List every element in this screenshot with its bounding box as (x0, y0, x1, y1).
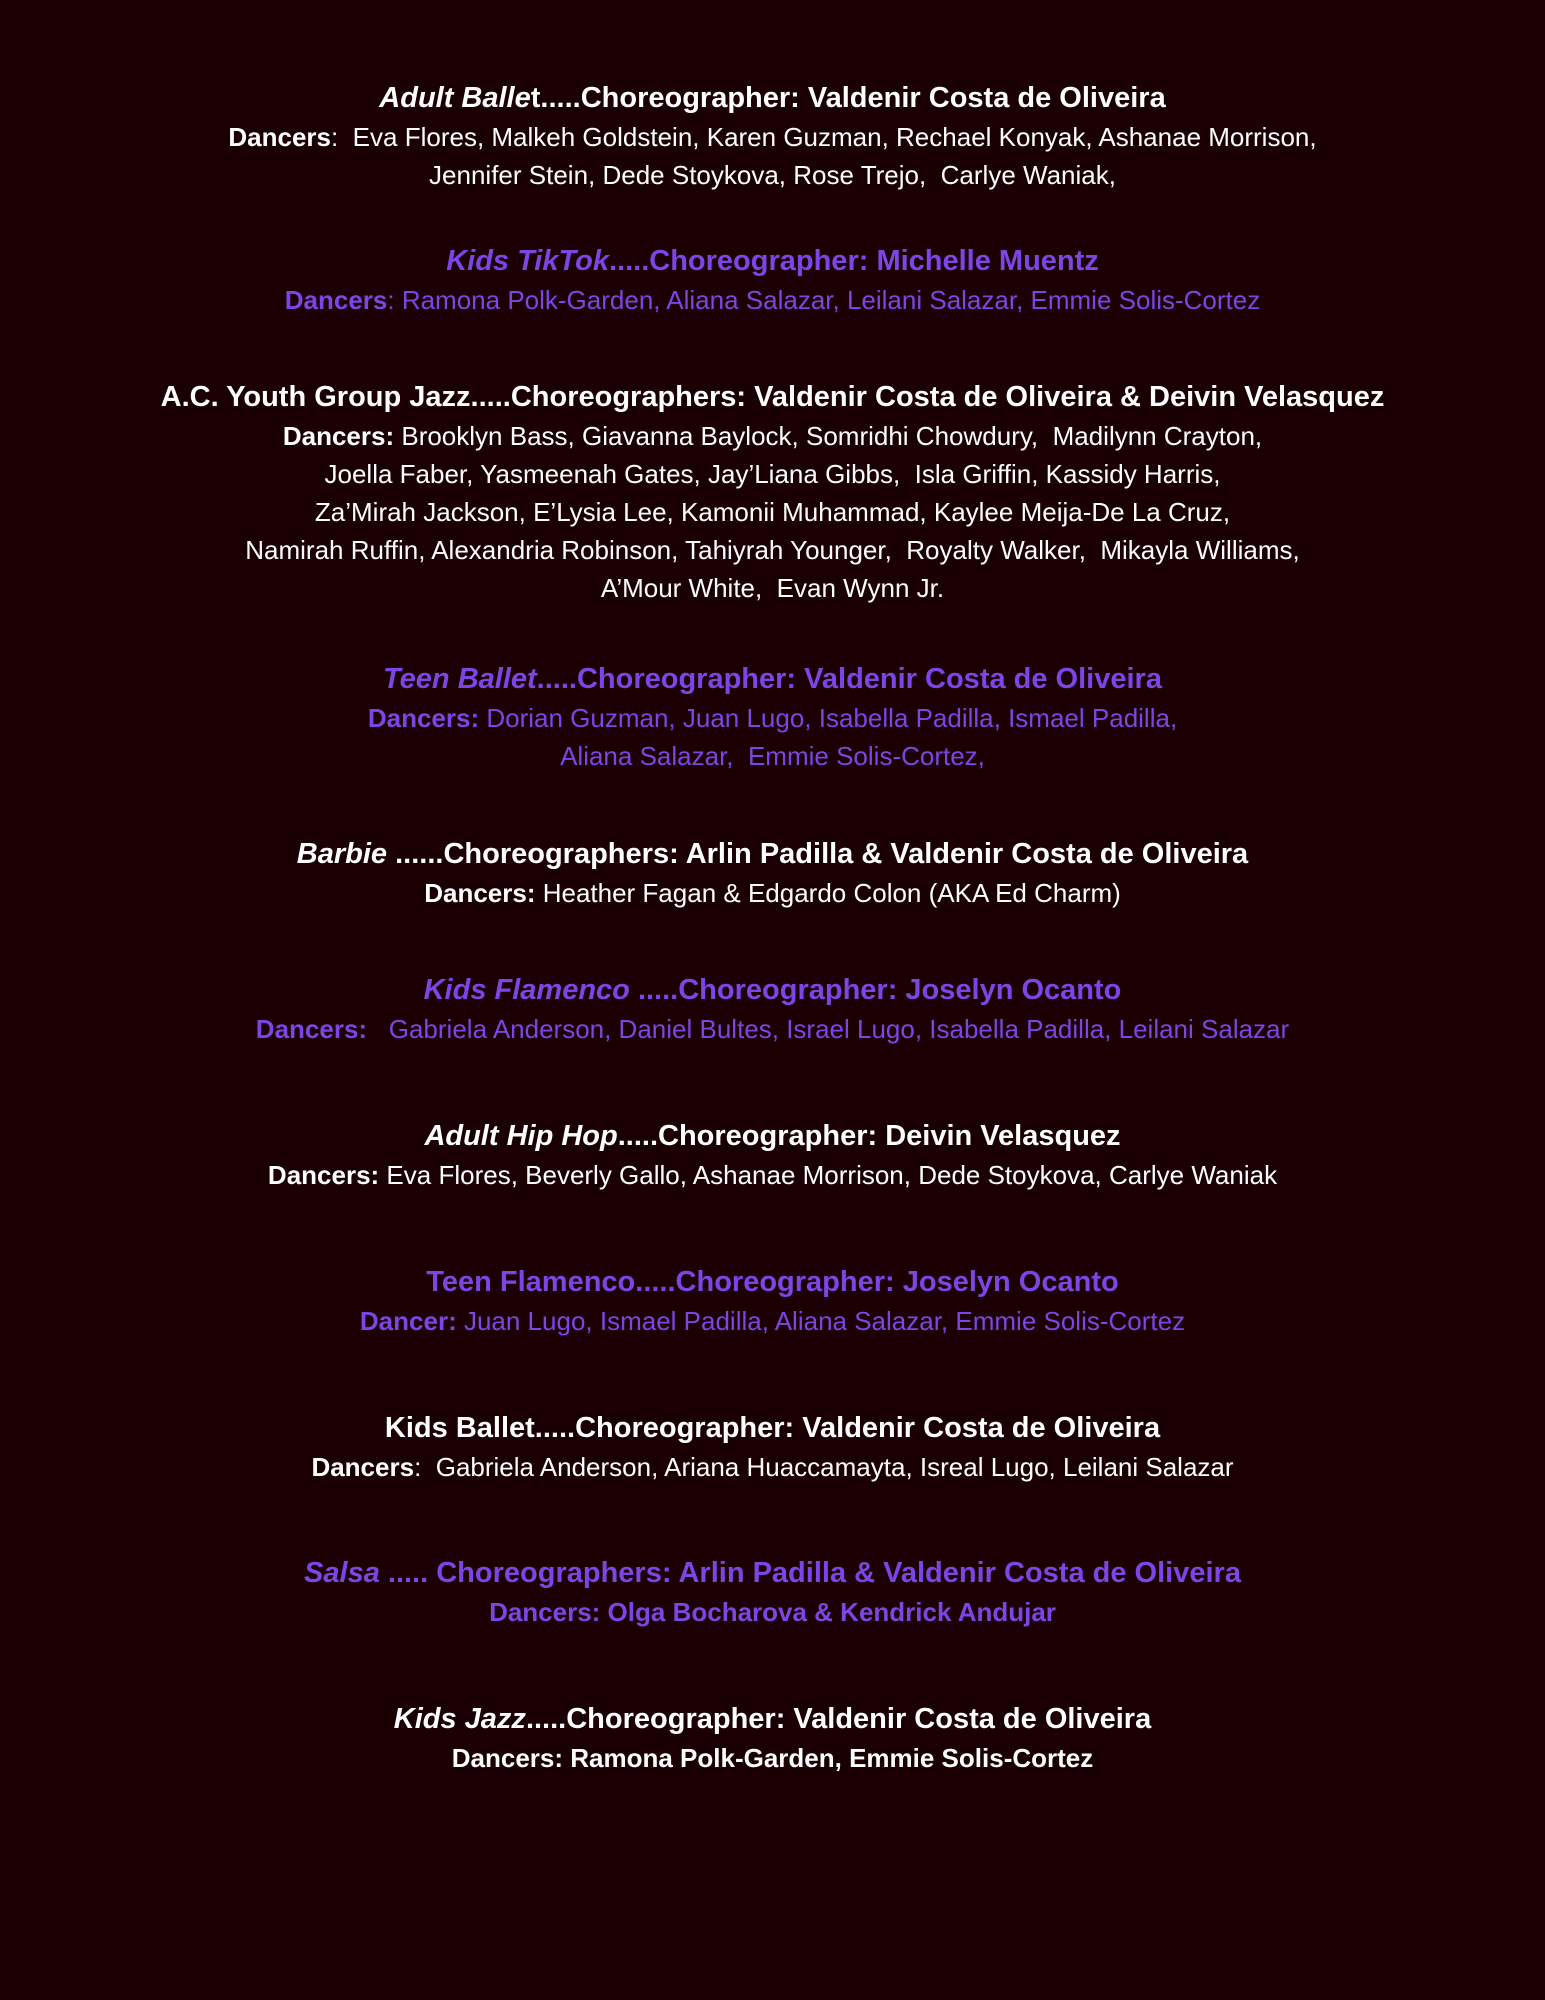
dancers-names: Aliana Salazar, Emmie Solis-Cortez, (560, 741, 985, 771)
dancers-line (0, 156, 1545, 194)
section-title (0, 1262, 1545, 1302)
dancers-names: Namirah Ruffin, Alexandria Robinson, Tahiyrah Younger, Royalty Walker, Mikayla Williams, (245, 535, 1300, 565)
dancers-names: Dorian Guzman, Juan Lugo, Isabella Padilla, Ismael Padilla, (479, 703, 1178, 733)
dancers-line (0, 455, 1545, 493)
section-adult-hip-hop (0, 1116, 1545, 1194)
title-rest: .....Choreographer: Valdenir Costa de Oliveira (536, 663, 1162, 695)
title-rest: .....Choreographer: Michelle Muentz (608, 245, 1099, 277)
dancers-line (0, 493, 1545, 531)
dancers-line (0, 699, 1545, 737)
title-italic: Kids Flamenco (423, 974, 638, 1006)
dancers-label: Dancers (228, 122, 332, 152)
title-rest: ..... Choreographers: Arlin Padilla & Valdenir Costa de Oliveira (387, 1557, 1241, 1589)
title-rest: .....Choreographer: Valdenir Costa de Oliveira (525, 1703, 1152, 1735)
section-teen-flamenco (0, 1262, 1545, 1340)
dancers-line (0, 569, 1545, 607)
dancers-line (0, 531, 1545, 569)
title-rest: ......Choreographers: Arlin Padilla & Valdenir Costa de Oliveira (395, 838, 1249, 870)
dancers-label: Dancers: (424, 878, 536, 908)
dancers-names: : Ramona Polk-Garden, Aliana Salazar, Leilani Salazar, Emmie Solis-Cortez (387, 285, 1261, 315)
section-title (0, 241, 1545, 281)
section-teen-ballet (0, 659, 1545, 775)
section-title (0, 377, 1545, 417)
section-title (0, 970, 1545, 1010)
title-italic: Salsa (304, 1557, 388, 1589)
title-rest: .....Choreographer: Joselyn Ocanto (637, 974, 1122, 1006)
dancers-label: Dancer: (359, 1306, 457, 1336)
title-italic: Kids Jazz (393, 1703, 526, 1735)
dancers-label: Dancers: (367, 703, 480, 733)
title-italic: Adult Hip Hop (424, 1120, 618, 1152)
dancers-line (0, 417, 1545, 455)
section-title (0, 1408, 1545, 1448)
dancers-label: Dancers (311, 1452, 415, 1482)
dancers-label: Dancers: (255, 1014, 368, 1044)
dancers-label: Dancers: (267, 1160, 380, 1190)
dancers-line (0, 874, 1545, 912)
dancers-names: : Eva Flores, Malkeh Goldstein, Karen Guzman, Rechael Konyak, Ashanae Morrison, (331, 122, 1317, 152)
section-title (0, 1699, 1545, 1739)
dancers-names: Juan Lugo, Ismael Padilla, Aliana Salazar, Emmie Solis-Cortez (456, 1306, 1186, 1336)
dancers-line (0, 118, 1545, 156)
section-kids-ballet (0, 1408, 1545, 1486)
dancers-names: : Gabriela Anderson, Ariana Huaccamayta, Isreal Lugo, Leilani Salazar (414, 1452, 1234, 1482)
section-adult-ballet (0, 78, 1545, 194)
dancers-names: Gabriela Anderson, Daniel Bultes, Israel Lugo, Isabella Padilla, Leilani Salazar (367, 1014, 1290, 1044)
dancers-line (0, 1448, 1545, 1486)
title-rest: .....Choreographer: Deivin Velasquez (617, 1120, 1121, 1152)
dancers-label: Dancers: Ramona Polk-Garden, Emmie Solis-Cortez (451, 1743, 1094, 1773)
dancers-label: Dancers: (282, 421, 395, 451)
dancers-names: Za’Mirah Jackson, E’Lysia Lee, Kamonii Muhammad, Kaylee Meija-De La Cruz, (314, 497, 1231, 527)
dancers-names: Jennifer Stein, Dede Stoykova, Rose Trejo, Carlye Waniak, (429, 160, 1116, 190)
dancers-line (0, 281, 1545, 319)
title-rest: Kids Ballet.....Choreographer: Valdenir Costa de Oliveira (384, 1412, 1161, 1444)
section-title (0, 1116, 1545, 1156)
section-title (0, 78, 1545, 118)
section-title (0, 834, 1545, 874)
section-kids-jazz (0, 1699, 1545, 1777)
dancers-names: Eva Flores, Beverly Gallo, Ashanae Morrison, Dede Stoykova, Carlye Waniak (379, 1160, 1278, 1190)
dancers-names: Heather Fagan & Edgardo Colon (AKA Ed Charm) (535, 878, 1121, 908)
section-title (0, 1553, 1545, 1593)
section-youth-group-jazz (0, 377, 1545, 607)
dancers-line (0, 1739, 1545, 1777)
dancers-line (0, 1156, 1545, 1194)
section-title (0, 659, 1545, 699)
title-italic: Barbie (296, 838, 396, 870)
section-salsa (0, 1553, 1545, 1631)
section-kids-flamenco (0, 970, 1545, 1048)
section-kids-tiktok (0, 241, 1545, 319)
title-italic: Adult Balle (379, 82, 531, 114)
dancers-names: A’Mour White, Evan Wynn Jr. (600, 573, 945, 603)
title-rest: Teen Flamenco.....Choreographer: Joselyn Ocanto (426, 1266, 1119, 1298)
dancers-line (0, 1302, 1545, 1340)
dancers-names: Brooklyn Bass, Giavanna Baylock, Somridhi Chowdury, Madilynn Crayton, (394, 421, 1263, 451)
dancers-line (0, 1593, 1545, 1631)
section-barbie (0, 834, 1545, 912)
title-rest: A.C. Youth Group Jazz.....Choreographers: Valdenir Costa de Oliveira & Deivin Velasquez (160, 381, 1385, 413)
dancers-line (0, 737, 1545, 775)
dancers-label: Dancers: Olga Bocharova & Kendrick Andujar (489, 1597, 1056, 1627)
dancers-names: Joella Faber, Yasmeenah Gates, Jay’Liana Gibbs, Isla Griffin, Kassidy Harris, (324, 459, 1221, 489)
title-italic: Kids TikTok (446, 245, 609, 277)
dancers-line (0, 1010, 1545, 1048)
title-italic: Teen Ballet (383, 663, 537, 695)
title-rest: t.....Choreographer: Valdenir Costa de Oliveira (530, 82, 1166, 114)
dancers-label: Dancers (284, 285, 388, 315)
